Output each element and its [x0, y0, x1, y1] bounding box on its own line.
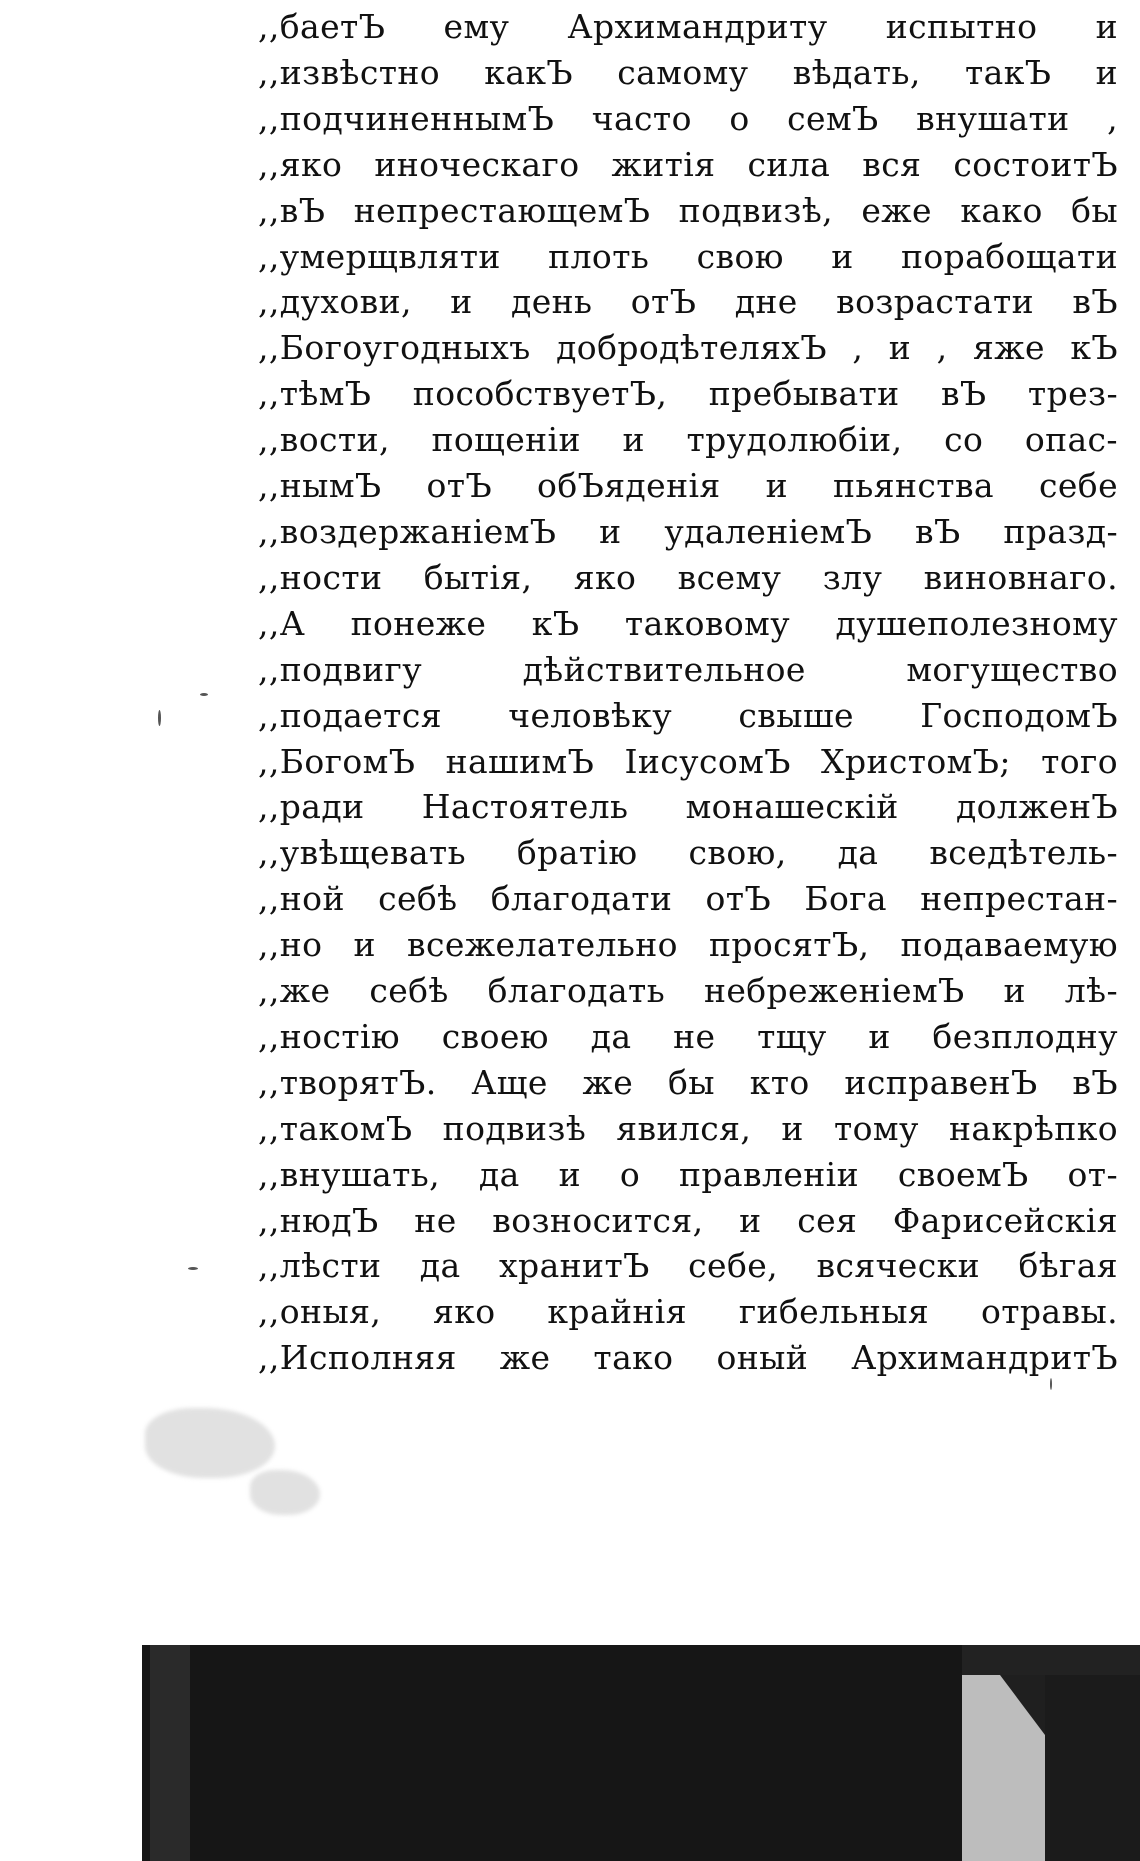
- text-line: ,,яко иноческаго житія сила вся состоитЪ: [258, 144, 1118, 184]
- text-line: ,,же себѣ благодать небреженіемЪ и лѣ-: [258, 971, 1118, 1011]
- scan-smudge: [250, 1470, 320, 1515]
- scan-smudge: [145, 1408, 275, 1478]
- scan-shadow: [0, 1645, 1140, 1861]
- text-line: ,,вЪ непрестающемЪ подвизѣ, еже како бы: [258, 190, 1118, 230]
- text-line: ,,но и всежелательно просятЪ, подаваемую: [258, 925, 1118, 965]
- text-line: ,,нюдЪ не возносится, и сея Фарисейскія: [258, 1200, 1118, 1240]
- page-text: [258, 4, 1118, 1381]
- text-line: ,,духови, и день отЪ дне возрастати вЪ: [258, 282, 1118, 322]
- scan-speck: [158, 710, 161, 726]
- text-line: ,,ностію своею да не тщу и безплодну: [258, 1016, 1118, 1056]
- text-line: ,,ради Настоятель монашескій долженЪ: [258, 787, 1118, 827]
- text-line: ,,БогомЪ нашимЪ ІисусомЪ ХристомЪ; того: [258, 741, 1118, 781]
- text-line: ,,творятЪ. Аще же бы кто исправенЪ вЪ: [258, 1062, 1118, 1102]
- scan-shadow-right-top: [962, 1645, 1140, 1675]
- text-line: ,,такомЪ подвизѣ явился, и тому накрѣпко: [258, 1108, 1118, 1148]
- text-line: ,,оныя, яко крайнія гибельныя отравы.: [258, 1292, 1118, 1332]
- text-line: ,,нымЪ отЪ обЪяденія и пьянства себе: [258, 466, 1118, 506]
- scan-speck: [200, 693, 208, 696]
- scan-shadow-left: [142, 1645, 962, 1861]
- text-line: ,,подчиненнымЪ часто о семЪ внушати ,: [258, 98, 1118, 138]
- text-line: ,,умерщвляти плоть свою и порабощати: [258, 236, 1118, 276]
- text-line: ,,подвигу дѣйствительное могущество: [258, 649, 1118, 689]
- text-line: ,,ной себѣ благодати отЪ Бога непрестан-: [258, 879, 1118, 919]
- scan-shadow-right: [1045, 1675, 1140, 1861]
- text-line: ,,внушать, да и о правленіи своемЪ от-: [258, 1154, 1118, 1194]
- scan-shadow-edge: [150, 1645, 190, 1861]
- text-line: ,,Исполняя же тако оный АрхимандритЪ: [258, 1338, 1118, 1378]
- text-line: ,,извѣстно какЪ самому вѣдать, такЪ и: [258, 52, 1118, 92]
- text-line: ,,Богоугодныхъ добродѣтеляхЪ , и , яже кЪ: [258, 328, 1118, 368]
- text-line: ,,вости, пощеніи и трудолюбіи, со опас-: [258, 420, 1118, 460]
- text-line: ,,подается человѣку свыше ГосподомЪ: [258, 695, 1118, 735]
- text-line: ,,лѣсти да хранитЪ себе, всячески бѣгая: [258, 1246, 1118, 1286]
- text-line: ,,тѣмЪ пособствуетЪ, пребывати вЪ трез-: [258, 374, 1118, 414]
- text-line: ,,воздержаніемЪ и удаленіемЪ вЪ празд-: [258, 511, 1118, 551]
- text-line: ,,ности бытія, яко всему злу виновнаго.: [258, 557, 1118, 597]
- scan-speck: [188, 1267, 198, 1270]
- text-line: ,,баетЪ ему Архимандриту испытно и: [258, 7, 1118, 46]
- text-line: ,,увѣщевать братію свою, да вседѣтель-: [258, 833, 1118, 873]
- text-line: ,,А понеже кЪ таковому душеполезному: [258, 603, 1118, 643]
